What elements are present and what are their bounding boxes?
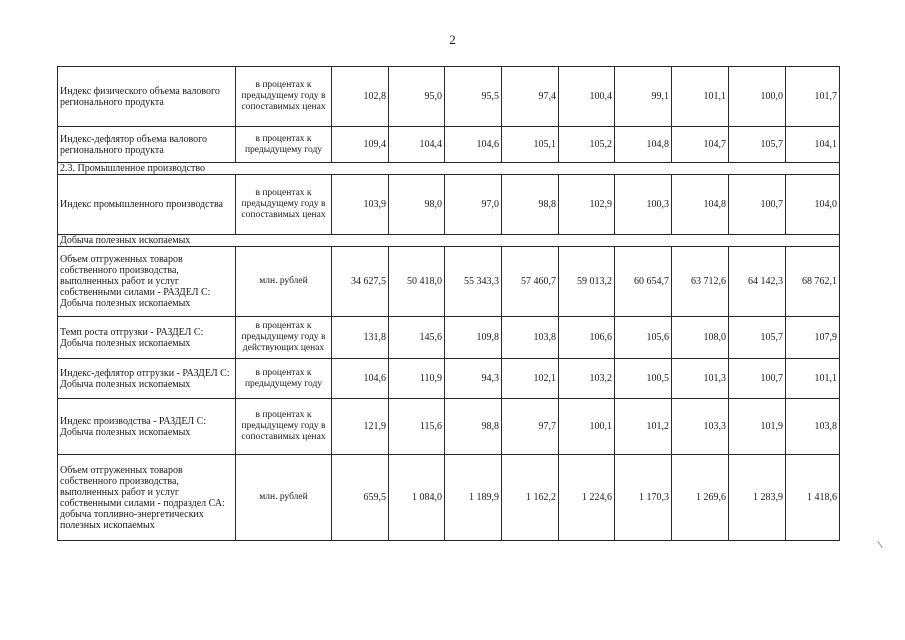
value-cell: 102,9 — [559, 175, 615, 235]
value-cell: 105,2 — [559, 127, 615, 163]
value-cell: 101,2 — [615, 399, 672, 455]
value-cell: 105,7 — [729, 127, 786, 163]
value-cell: 101,7 — [786, 67, 840, 127]
value-cell: 99,1 — [615, 67, 672, 127]
unit-cell — [236, 317, 332, 359]
value-cell: 103,2 — [559, 359, 615, 399]
value-cell: 97,7 — [502, 399, 559, 455]
value-cell: 103,8 — [786, 399, 840, 455]
value-cell: 104,6 — [332, 359, 389, 399]
indicator-name: Индекс промышленного производства — [58, 175, 236, 235]
value-cell: 95,5 — [445, 67, 502, 127]
unit-text: в процентах к предыдущему году — [244, 133, 323, 155]
value-cell: 102,1 — [502, 359, 559, 399]
unit-cell — [236, 247, 332, 317]
value-cell: 100,3 — [615, 175, 672, 235]
value-cell: 57 460,7 — [502, 247, 559, 317]
value-cell: 1 224,6 — [559, 455, 615, 541]
section-row — [58, 235, 840, 247]
value-cell: 94,3 — [445, 359, 502, 399]
indicator-name: Объем отгруженных товаров собственного производства, выполненных работ и услуг собственными силами - подраздел СА: добыча топливно-энергетических полезных ископаемых — [58, 455, 236, 541]
indicator-name: Индекс-дефлятор объема валового регионального продукта — [58, 127, 236, 163]
value-cell: 109,4 — [332, 127, 389, 163]
unit-cell — [236, 67, 332, 127]
value-cell: 1 283,9 — [729, 455, 786, 541]
value-cell: 34 627,5 — [332, 247, 389, 317]
value-cell: 63 712,6 — [672, 247, 729, 317]
value-cell: 1 162,2 — [502, 455, 559, 541]
value-cell: 105,7 — [729, 317, 786, 359]
value-cell: 101,1 — [672, 67, 729, 127]
value-cell: 55 343,3 — [445, 247, 502, 317]
value-cell: 98,0 — [389, 175, 445, 235]
page-number: 2 — [449, 32, 456, 47]
table-row — [58, 399, 840, 455]
table-body — [58, 67, 840, 541]
unit-cell — [236, 127, 332, 163]
indicator-name: Объем отгруженных товаров собственного производства, выполненных работ и услуг собственными силами - РАЗДЕЛ С: Добыча полезных ископаемых — [58, 247, 236, 317]
value-cell: 1 189,9 — [445, 455, 502, 541]
value-cell: 104,0 — [786, 175, 840, 235]
section-title: Добыча полезных ископаемых — [58, 235, 840, 247]
unit-text: в процентах к предыдущему году в сопоставимых ценах — [241, 80, 326, 112]
table-row — [58, 247, 840, 317]
value-cell: 101,3 — [672, 359, 729, 399]
value-cell: 59 013,2 — [559, 247, 615, 317]
value-cell: 101,9 — [729, 399, 786, 455]
value-cell: 115,6 — [389, 399, 445, 455]
indicator-name: Темп роста отгрузки - РАЗДЕЛ С: Добыча полезных ископаемых — [58, 317, 236, 359]
value-cell: 100,1 — [559, 399, 615, 455]
value-cell: 1 170,3 — [615, 455, 672, 541]
unit-cell — [236, 455, 332, 541]
table-row — [58, 175, 840, 235]
unit-text: млн. рублей — [259, 492, 308, 502]
value-cell: 50 418,0 — [389, 247, 445, 317]
value-cell: 60 654,7 — [615, 247, 672, 317]
unit-text: в процентах к предыдущему году в действующих ценах — [241, 321, 326, 353]
table-row — [58, 455, 840, 541]
value-cell: 100,7 — [729, 175, 786, 235]
value-cell: 1 084,0 — [389, 455, 445, 541]
value-cell: 145,6 — [389, 317, 445, 359]
indicator-name: Индекс производства - РАЗДЕЛ С: Добыча полезных ископаемых — [58, 399, 236, 455]
value-cell: 106,6 — [559, 317, 615, 359]
value-cell: 121,9 — [332, 399, 389, 455]
value-cell: 102,8 — [332, 67, 389, 127]
indicator-name: Индекс физического объема валового регионального продукта — [58, 67, 236, 127]
value-cell: 103,3 — [672, 399, 729, 455]
value-cell: 64 142,3 — [729, 247, 786, 317]
section-row — [58, 163, 840, 175]
value-cell: 97,4 — [502, 67, 559, 127]
unit-cell — [236, 175, 332, 235]
table-row — [58, 127, 840, 163]
value-cell: 104,4 — [389, 127, 445, 163]
table-row — [58, 317, 840, 359]
value-cell: 100,0 — [729, 67, 786, 127]
value-cell: 1 269,6 — [672, 455, 729, 541]
value-cell: 104,1 — [786, 127, 840, 163]
value-cell: 104,8 — [615, 127, 672, 163]
value-cell: 100,5 — [615, 359, 672, 399]
unit-text: млн. рублей — [259, 276, 308, 286]
table-row — [58, 67, 840, 127]
unit-text: в процентах к предыдущему году в сопоставимых ценах — [241, 188, 326, 220]
value-cell: 104,6 — [445, 127, 502, 163]
value-cell: 107,9 — [786, 317, 840, 359]
value-cell: 68 762,1 — [786, 247, 840, 317]
value-cell: 104,8 — [672, 175, 729, 235]
value-cell: 103,8 — [502, 317, 559, 359]
value-cell: 101,1 — [786, 359, 840, 399]
section-title: 2.3. Промышленное производство — [58, 163, 840, 175]
forecast-indicators-table — [57, 66, 840, 541]
scan-mark — [877, 541, 882, 548]
value-cell: 97,0 — [445, 175, 502, 235]
value-cell: 1 418,6 — [786, 455, 840, 541]
value-cell: 109,8 — [445, 317, 502, 359]
value-cell: 100,4 — [559, 67, 615, 127]
value-cell: 108,0 — [672, 317, 729, 359]
value-cell: 95,0 — [389, 67, 445, 127]
value-cell: 103,9 — [332, 175, 389, 235]
value-cell: 105,6 — [615, 317, 672, 359]
value-cell: 100,7 — [729, 359, 786, 399]
unit-text: в процентах к предыдущему году — [244, 367, 323, 389]
value-cell: 98,8 — [445, 399, 502, 455]
value-cell: 98,8 — [502, 175, 559, 235]
value-cell: 104,7 — [672, 127, 729, 163]
indicator-name: Индекс-дефлятор отгрузки - РАЗДЕЛ С: Добыча полезных ископаемых — [58, 359, 236, 399]
unit-cell — [236, 399, 332, 455]
value-cell: 659,5 — [332, 455, 389, 541]
table-row — [58, 359, 840, 399]
value-cell: 131,8 — [332, 317, 389, 359]
unit-cell — [236, 359, 332, 399]
value-cell: 110,9 — [389, 359, 445, 399]
value-cell: 105,1 — [502, 127, 559, 163]
unit-text: в процентах к предыдущему году в сопоставимых ценах — [241, 410, 326, 442]
